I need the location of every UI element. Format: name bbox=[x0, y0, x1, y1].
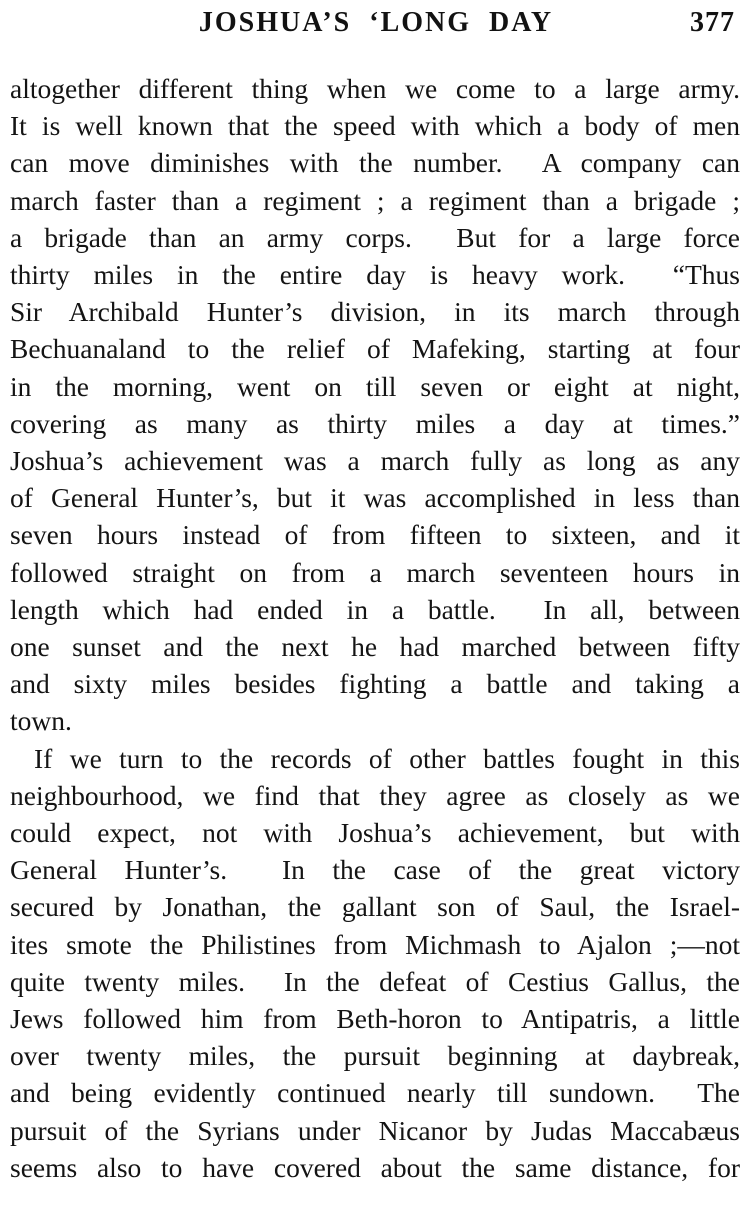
text-line: seems also to have covered about the same distance, for bbox=[10, 1151, 740, 1183]
text-line: march faster than a regiment ; a regiment than a brigade ; bbox=[10, 184, 740, 216]
text-line: Bechuanaland to the relief of Mafeking, starting at four bbox=[10, 333, 740, 365]
text-line: If we turn to the records of other battles fought in this bbox=[34, 742, 740, 774]
page-number: 377 bbox=[690, 7, 735, 38]
text-line: Sir Archibald Hunter’s division, in its march through bbox=[10, 296, 740, 328]
text-line: a brigade than an army corps. But for a large force bbox=[10, 221, 740, 253]
text-line: pursuit of the Syrians under Nicanor by Judas Maccabæus bbox=[10, 1114, 740, 1146]
text-line: town. bbox=[10, 705, 72, 737]
text-line: one sunset and the next he had marched between fifty bbox=[10, 631, 740, 663]
text-line: can move diminishes with the number. A company can bbox=[10, 147, 740, 179]
paragraph bbox=[10, 740, 740, 1186]
text-line: followed straight on from a march seventeen hours in bbox=[10, 556, 740, 588]
text-line: covering as many as thirty miles a day at times.” bbox=[10, 407, 740, 439]
text-line: and being evidently continued nearly till sundown. The bbox=[10, 1077, 740, 1109]
page-header bbox=[0, 0, 752, 39]
text-line: could expect, not with Joshua’s achievement, but with bbox=[10, 817, 740, 849]
text-line: neighbourhood, we find that they agree as closely as we bbox=[10, 779, 740, 811]
paragraph bbox=[10, 70, 740, 740]
text-line: over twenty miles, the pursuit beginning at daybreak, bbox=[10, 1040, 740, 1072]
text-line: ites smote the Philistines from Michmash to Ajalon ;—not bbox=[10, 928, 740, 960]
text-line: secured by Jonathan, the gallant son of Saul, the Israel- bbox=[10, 891, 740, 923]
text-line: and sixty miles besides fighting a battle and taking a bbox=[10, 668, 740, 700]
page-body bbox=[0, 70, 752, 1186]
text-line: altogether different thing when we come to a large army. bbox=[10, 73, 740, 104]
text-line: Joshua’s achievement was a march fully as long as any bbox=[10, 445, 740, 477]
text-line: in the morning, went on till seven or eight at night, bbox=[10, 370, 740, 402]
text-line: quite twenty miles. In the defeat of Cestius Gallus, the bbox=[10, 965, 740, 997]
text-line: of General Hunter’s, but it was accomplished in less than bbox=[10, 482, 740, 514]
text-line: General Hunter’s. In the case of the great victory bbox=[10, 854, 740, 886]
text-line: thirty miles in the entire day is heavy work. “Thus bbox=[10, 259, 740, 291]
text-line: It is well known that the speed with which a body of men bbox=[10, 110, 740, 142]
text-line: Jews followed him from Beth-horon to Antipatris, a little bbox=[10, 1003, 740, 1035]
chapter-title: JOSHUA’S ‘LONG DAY bbox=[198, 7, 554, 38]
text-line: length which had ended in a battle. In all, between bbox=[10, 593, 740, 625]
text-line: seven hours instead of from fifteen to sixteen, and it bbox=[10, 519, 740, 551]
